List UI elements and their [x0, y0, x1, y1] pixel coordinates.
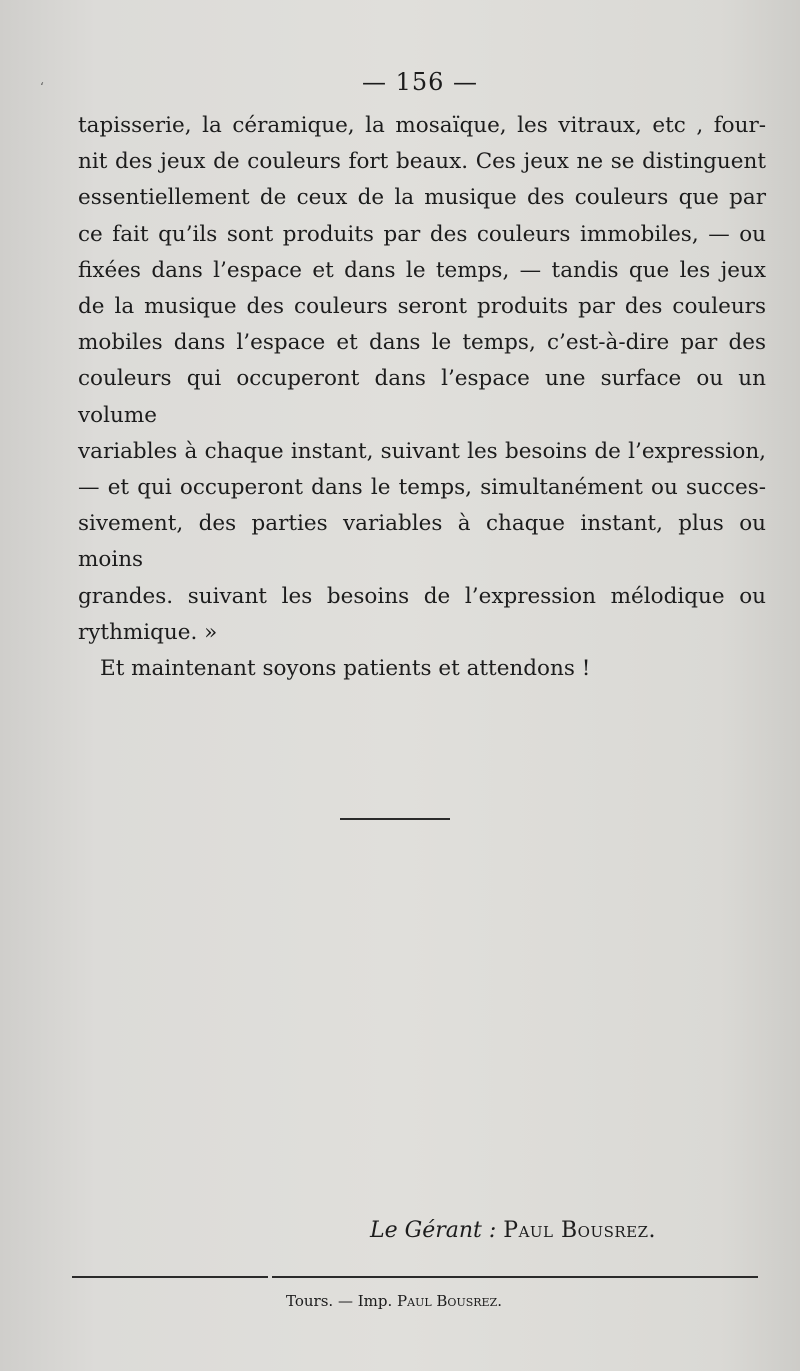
- text-line: couleurs qui occuperont dans l’espace une surface ou un volume: [78, 366, 766, 428]
- footer-rule-left: [72, 1276, 268, 1278]
- text-line: rythmique. »: [78, 619, 218, 645]
- signature-label: Le Gérant :: [370, 1218, 497, 1243]
- imprint-city: Tours.: [286, 1292, 334, 1310]
- signature: [370, 1218, 690, 1243]
- printer-imprint: [286, 1292, 502, 1310]
- closing-line: Et maintenant soyons patients et attendons !: [100, 656, 591, 682]
- footer-rule-right: [272, 1276, 758, 1278]
- text-line: ce fait qu’ils sont produits par des couleurs immobiles, — ou: [78, 221, 766, 247]
- text-line: fixées dans l’espace et dans le temps, — tandis que les jeux: [78, 257, 766, 283]
- body-text: [78, 108, 766, 687]
- text-line: variables à chaque instant, suivant les besoins de l’expression,: [78, 438, 766, 464]
- text-line: nit des jeux de couleurs fort beaux. Ces jeux ne se distinguent: [78, 149, 766, 175]
- imprint-sep: — Imp.: [337, 1292, 393, 1310]
- text-line: tapisserie, la céramique, la mosaïque, les vitraux, etc , four-: [78, 113, 766, 138]
- text-line: — et qui occuperont dans le temps, simultanément ou succes-: [78, 475, 766, 501]
- signature-name: Paul Bousrez.: [503, 1218, 657, 1243]
- text-line: mobiles dans l’espace et dans le temps, c’est-à-dire par des: [78, 330, 766, 356]
- text-line: de la musique des couleurs seront produits par des couleurs: [78, 294, 766, 320]
- page-number: — 156 —: [361, 68, 479, 96]
- text-line: grandes. suivant les besoins de l’expression mélodique ou: [78, 583, 766, 609]
- text-line: essentiellement de ceux de la musique des couleurs que par: [78, 185, 766, 211]
- text-line: sivement, des parties variables à chaque instant, plus ou moins: [78, 511, 766, 573]
- margin-speck: ‘: [40, 80, 44, 94]
- section-divider: [340, 818, 450, 820]
- imprint-printer: Paul Bousrez.: [397, 1292, 502, 1310]
